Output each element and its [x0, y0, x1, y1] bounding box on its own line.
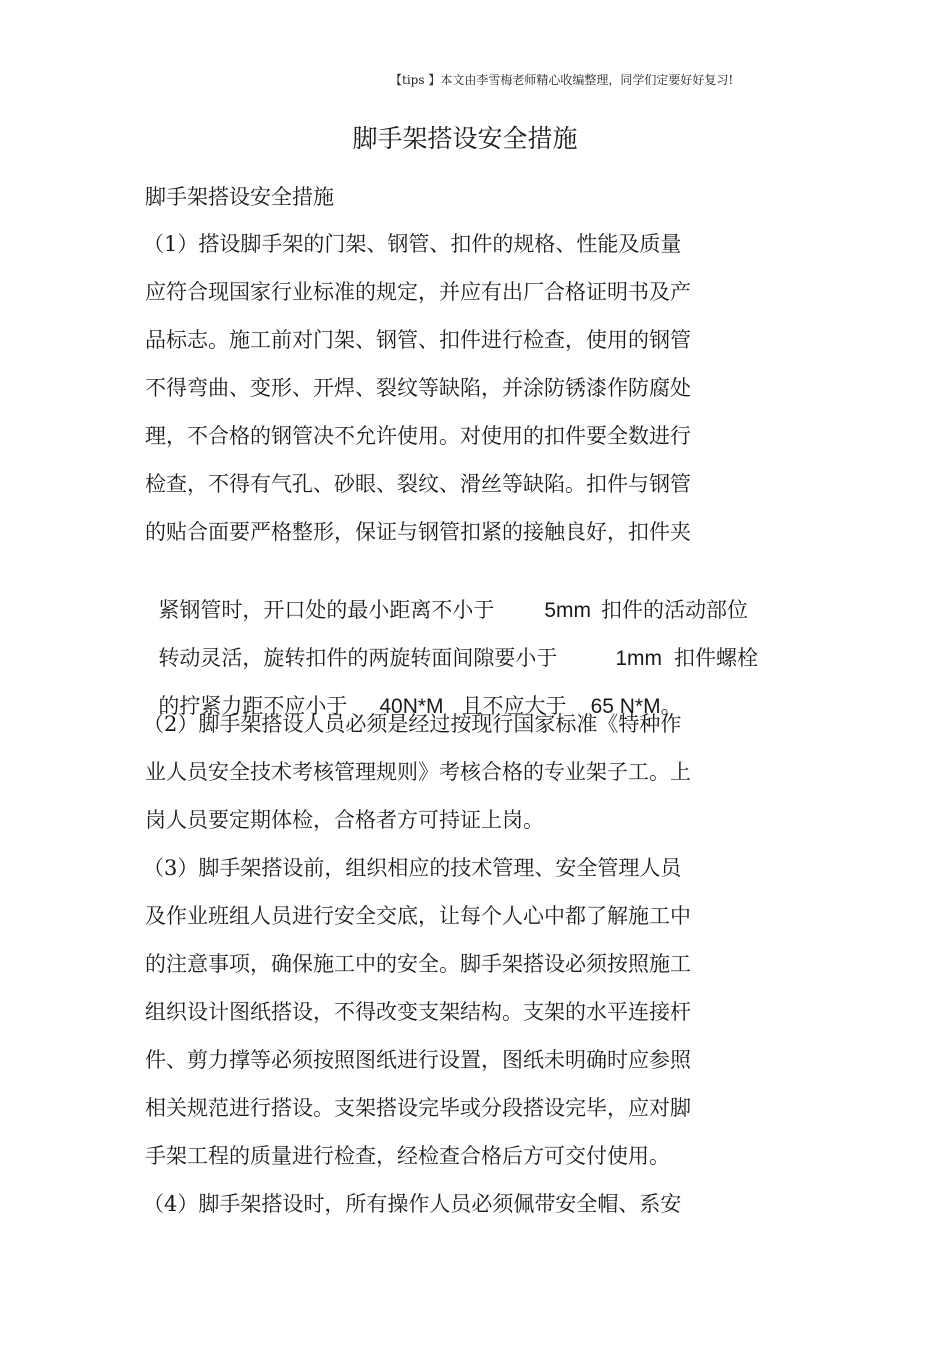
paragraph-line: 应符合现国家行业标准的规定，并应有出厂合格证明书及产 [145, 280, 691, 304]
line-text: 扣件螺栓 [674, 646, 759, 670]
line-text: 紧钢管时，开口处的最小距离不小于 [158, 598, 495, 622]
line-text: 。 [660, 694, 682, 718]
measurement-value: 5mm [544, 599, 592, 622]
paragraph-line: 手架工程的质量进行检查，经检查合格后方可交付使用。 [145, 1144, 670, 1168]
line-text: 且不应大于 [461, 694, 567, 718]
line-text: 的拧紧力距不应小于 [158, 694, 348, 718]
measurement-value: 1mm [615, 647, 663, 670]
paragraph-line: 件、剪力撑等必须按照图纸进行设置，图纸未明确时应参照 [145, 1048, 691, 1072]
line-text: 扣件的活动部位 [601, 598, 749, 622]
paragraph-line: 及作业班组人员进行安全交底，让每个人心中都了解施工中 [145, 904, 691, 928]
paragraph-line: 的贴合面要严格整形，保证与钢管扣紧的接触良好，扣件夹 [145, 520, 691, 544]
paragraph-line: 检查，不得有气孔、砂眼、裂纹、滑丝等缺陷。扣件与钢管 [145, 472, 691, 496]
paragraph-line: 理，不合格的钢管决不允许使用。对使用的扣件要全数进行 [145, 424, 691, 448]
measurement-value: 40N*M [379, 695, 444, 718]
paragraph-line: 的注意事项，确保施工中的安全。脚手架搭设必须按照施工 [145, 952, 691, 976]
paragraph-line: 岗人员要定期体检，合格者方可持证上岗。 [145, 808, 544, 832]
paragraph-line: （2）脚手架搭设人员必须是经过按现行国家标准《特种作 [143, 712, 682, 736]
paragraph-line: 业人员安全技术考核管理规则》考核合格的专业架子工。上 [145, 760, 691, 784]
document-title: 脚手架搭设安全措施 [352, 124, 578, 153]
paragraph-line: 不得弯曲、变形、开焊、裂纹等缺陷，并涂防锈漆作防腐处 [145, 376, 691, 400]
paragraph-line: （4）脚手架搭设时，所有操作人员必须佩带安全帽、系安 [143, 1192, 682, 1216]
line-text: 转动灵活，旋转扣件的两旋转面间隙要小于 [158, 646, 558, 670]
document-subtitle: 脚手架搭设安全措施 [145, 185, 334, 209]
measurement-value: 65 N*M [590, 695, 661, 718]
paragraph-line: （1）搭设脚手架的门架、钢管、扣件的规格、性能及质量 [143, 232, 682, 256]
paragraph-line: 组织设计图纸搭设，不得改变支架结构。支架的水平连接杆 [145, 1000, 691, 1024]
paragraph-line: 相关规范进行搭设。支架搭设完毕或分段搭设完毕，应对脚 [145, 1096, 691, 1120]
tips-header: 【tips 】本文由李雪梅老师精心收编整理，同学们定要好好复习! [390, 73, 734, 87]
paragraph-line: （3）脚手架搭设前，组织相应的技术管理、安全管理人员 [143, 856, 682, 880]
paragraph-line: 品标志。施工前对门架、钢管、扣件进行检查，使用的钢管 [145, 328, 691, 352]
